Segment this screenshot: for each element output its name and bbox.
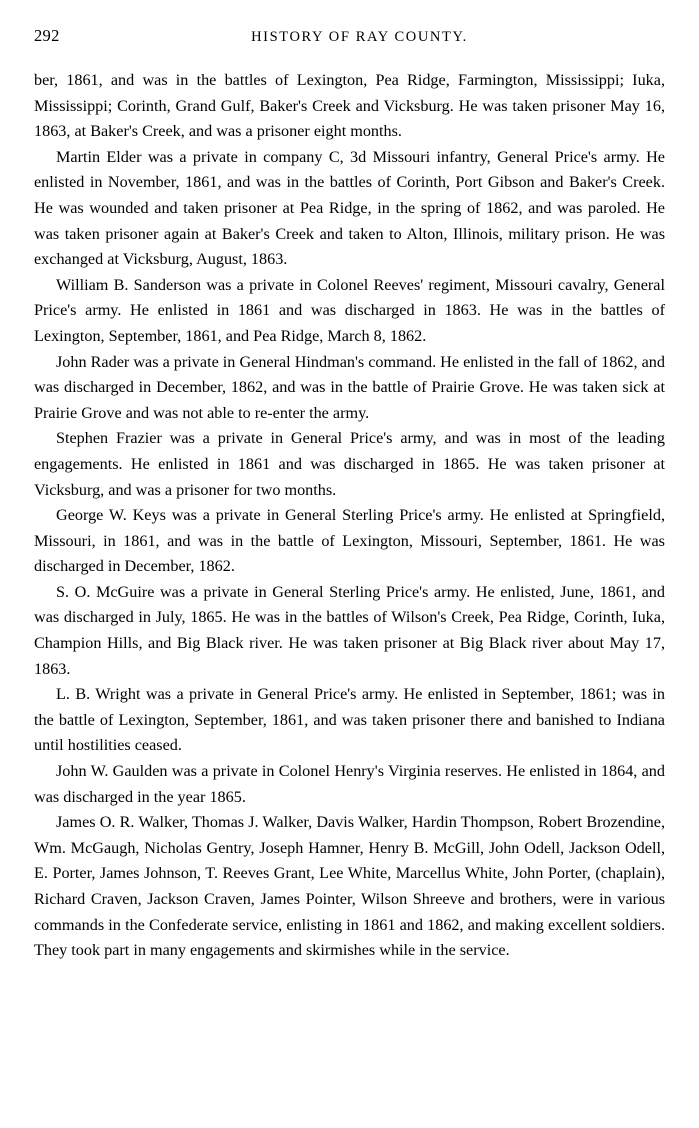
paragraph: George W. Keys was a private in General Sterling Price's army. He enlisted at Springfield, Missouri, in 1861, and was in the battle of Lexington, Missouri, September, 1861. He was discharged in December, 1862. bbox=[34, 506, 665, 576]
paragraph: L. B. Wright was a private in General Price's army. He enlisted in September, 1861; was in the battle of Lexington, September, 1861, and was taken prisoner there and banished to Indiana until hostilities ceased. bbox=[34, 685, 665, 755]
paragraph: James O. R. Walker, Thomas J. Walker, Davis Walker, Hardin Thompson, Robert Brozendine, Wm. McGaugh, Nicholas Gentry, Joseph Hamner, Henry B. McGill, John Odell, Jackson Odell, E. Porter, James Johnson, T. Reeves Grant, Lee White, Marcellus White, John Porter, (chaplain), Richard Craven, Jackson Craven, James Pointer, Wilson Shreeve and brothers, were in various commands in the Confederate service, enlisting in 1861 and 1862, and making excellent soldiers. They took part in many engagements and skirmishes while in the service. bbox=[34, 813, 665, 960]
paragraph: Stephen Frazier was a private in General Price's army, and was in most of the leading engagements. He enlisted in 1861 and was discharged in 1865. He was taken prisoner at Vicksburg, and was a prisoner for two months. bbox=[34, 429, 665, 499]
page-number: 292 bbox=[34, 26, 60, 45]
page-body bbox=[34, 68, 665, 964]
paragraph: William B. Sanderson was a private in Colonel Reeves' regiment, Missouri cavalry, General Price's army. He enlisted in 1861 and was discharged in 1863. He was in the battles of Lexington, September, 1861, and Pea Ridge, March 8, 1862. bbox=[34, 275, 665, 345]
paragraph: S. O. McGuire was a private in General Sterling Price's army. He enlisted, June, 1861, and was discharged in July, 1865. He was in the battles of Wilson's Creek, Pea Ridge, Corinth, Iuka, Champion Hills, and Big Black river. He was taken prisoner at Big Black river about May 17, 1863. bbox=[34, 582, 665, 678]
paragraph: Martin Elder was a private in company C, 3d Missouri infantry, General Price's army. He enlisted in November, 1861, and was in the battles of Corinth, Port Gibson and Baker's Creek. He was wounded and taken prisoner at Pea Ridge, in the spring of 1862, and was paroled. He was taken prisoner again at Baker's Creek and taken to Alton, Illinois, military prison. He was exchanged at Vicksburg, August, 1863. bbox=[34, 147, 665, 269]
paragraph: ber, 1861, and was in the battles of Lexington, Pea Ridge, Farmington, Mississippi; Iuka, Mississippi; Corinth, Grand Gulf, Baker's Creek and Vicksburg. He was taken prisoner May 16, 1863, at Baker's Creek, and was a prisoner eight months. bbox=[34, 71, 665, 141]
paragraph: John Rader was a private in General Hindman's command. He enlisted in the fall of 1862, and was discharged in December, 1862, and was in the battle of Prairie Grove. He was taken sick at Prairie Grove and was not able to re-enter the army. bbox=[34, 352, 665, 422]
paragraph: John W. Gaulden was a private in Colonel Henry's Virginia reserves. He enlisted in 1864, and was discharged in the year 1865. bbox=[34, 762, 665, 806]
running-head: HISTORY OF RAY COUNTY. bbox=[251, 29, 468, 45]
page-header bbox=[34, 26, 665, 56]
